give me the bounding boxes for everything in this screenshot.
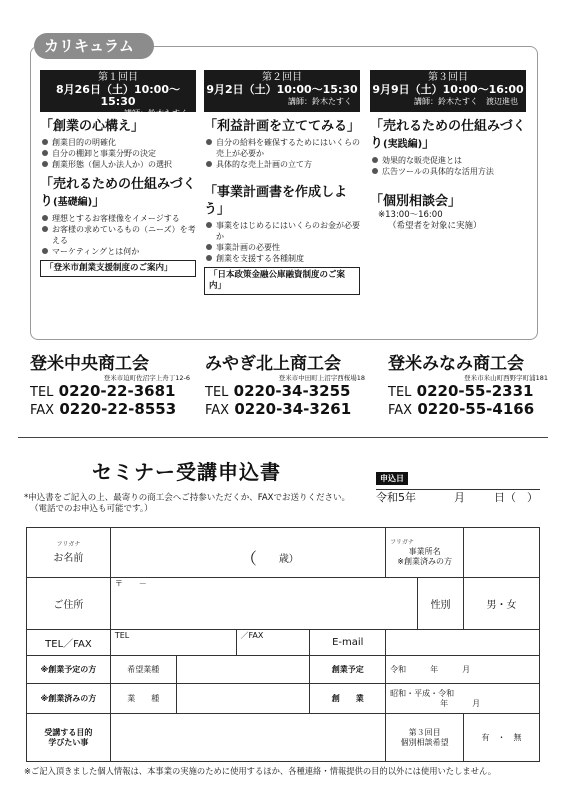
chamber-tel: TEL 0220-55-2331 <box>388 382 534 400</box>
chapter-title: 「利益計画を立ててみる」 <box>204 119 361 134</box>
session-datetime: 9月9日（土）10:00～16:00 <box>372 83 524 96</box>
list-item: 広告ツールの具体的な活用方法 <box>370 166 526 177</box>
chamber-1 <box>30 354 210 419</box>
form-row-contact <box>27 630 540 656</box>
chamber-fax: FAX 0220-34-3261 <box>205 400 352 418</box>
office-label-cell: フリガナ 事業所名 ※創業済みの方 <box>386 528 464 578</box>
list-item: 理想とするお客様像をイメージする <box>40 213 196 224</box>
chamber-address: 登米市中田町上沼字西桜場18 <box>278 374 365 382</box>
form-title: セミナー受講申込書 <box>92 460 281 484</box>
application-form <box>26 527 540 762</box>
loan-note: 「日本政策金融公庫融資制度のご案内」 <box>204 267 360 295</box>
name-label-cell: フリガナ お名前 <box>27 528 111 578</box>
session-3-column <box>370 70 526 232</box>
session-2-column <box>204 70 360 295</box>
privacy-notice: ※ご記入頂きました個人情報は、本事業の実施のために使用するほか、各種連絡・情報提供の目的以外には使用いたしません。 <box>24 766 497 776</box>
curriculum-title: カリキュラム <box>34 33 154 59</box>
industry-label: 業 種 <box>110 684 176 714</box>
founded-input[interactable]: 昭和・平成・令和 年 月 <box>386 684 540 714</box>
chapter-title: 「創業の心構え」 <box>40 119 145 134</box>
consult-select[interactable]: 有 ・ 無 <box>464 714 540 762</box>
fax-input[interactable]: ／FAX <box>236 630 310 656</box>
session-label: 第１回目 <box>98 72 138 83</box>
application-date-tag: 申込日 <box>376 472 408 485</box>
chapter-title: 「事業計画書を作成しよう」 <box>204 185 348 217</box>
session-2-header <box>204 70 360 112</box>
session-label: 第２回目 <box>262 72 302 83</box>
pre-founding-label: ※創業予定の方 <box>27 656 111 684</box>
chapter-items <box>40 137 196 170</box>
list-item: 創業目的の明確化 <box>40 137 196 148</box>
form-row-post-founding <box>27 684 540 714</box>
telfax-label: TEL／FAX <box>27 630 111 656</box>
list-item: 具体的な売上計画の立て方 <box>204 159 360 170</box>
list-item: 事業計画の必要性 <box>204 242 360 253</box>
chapter-title: 「個別相談会」 <box>370 194 462 209</box>
session-1-column <box>40 70 196 277</box>
list-item: 自分の給料を確保するためにはいくらの売上が必要か <box>204 137 360 159</box>
purpose-input[interactable] <box>110 714 385 762</box>
session-1-header <box>40 70 196 118</box>
chapter-items <box>40 213 196 257</box>
list-item: 事業をはじめるにはいくらのお金が必要か <box>204 220 360 242</box>
section-divider <box>18 437 548 438</box>
form-row-address <box>27 578 540 630</box>
form-row-pre-founding <box>27 656 540 684</box>
industry-input[interactable] <box>176 684 310 714</box>
plan-input[interactable]: 令和 年 月 <box>386 656 540 684</box>
email-label: E-mail <box>310 630 386 656</box>
plan-label: 創業予定 <box>310 656 386 684</box>
application-date-field[interactable]: 令和5年 月 日（ ） <box>376 491 538 504</box>
chamber-tel: TEL 0220-22-3681 <box>30 382 176 400</box>
chamber-name: 登米中央商工会 <box>30 354 149 374</box>
consult-label: 第３回目 個別相談希望 <box>386 714 464 762</box>
address-label: ご住所 <box>27 578 111 630</box>
gender-label: 性別 <box>418 578 464 630</box>
chapter-items <box>370 155 526 177</box>
chamber-address: 登米市迫町佐沼字上舟丁12-6 <box>103 374 190 382</box>
founded-label: 創 業 <box>310 684 386 714</box>
gender-select[interactable]: 男・女 <box>464 578 540 630</box>
list-item: 創業を支援する各種制度 <box>204 253 360 264</box>
email-input[interactable] <box>386 630 540 656</box>
session-datetime: 9月2日（土）10:00～15:30 <box>206 83 358 96</box>
list-item: 創業形態（個人か法人か）の選択 <box>40 159 196 170</box>
form-row-name <box>27 528 540 578</box>
session-datetime: 8月26日（土）10:00～15:30 <box>56 83 180 108</box>
name-input[interactable]: （ 歳） <box>110 528 385 578</box>
chamber-2 <box>205 354 385 419</box>
session-3-header <box>370 70 526 112</box>
business-type-input[interactable] <box>176 656 310 684</box>
chapter-items <box>204 220 360 264</box>
list-item: 自分の棚卸と事業分野の決定 <box>40 148 196 159</box>
chamber-fax: FAX 0220-55-4166 <box>388 400 535 418</box>
chamber-name: みやぎ北上商工会 <box>205 354 341 374</box>
session-lecturer: 講師：鈴木たすく <box>124 109 188 118</box>
chapter-title: 「売れるための仕組みづくり(基礎編)」 <box>40 177 196 209</box>
purpose-label: 受講する目的 学びたい事 <box>27 714 111 762</box>
consult-time: ※13:00～16:00 <box>378 210 443 220</box>
chamber-address: 登米市米山町西野字町浦181 <box>464 374 548 382</box>
post-founding-label: ※創業済みの方 <box>27 684 111 714</box>
chamber-fax: FAX 0220-22-8553 <box>30 400 177 418</box>
session-lecturer: 講師：鈴木たすく 渡辺進也 <box>414 97 518 106</box>
chamber-3 <box>388 354 566 419</box>
support-note: 「登米市創業支援制度のご案内」 <box>40 260 196 277</box>
list-item: お客様の求めているもの（ニーズ）を考える <box>40 224 196 246</box>
form-row-purpose <box>27 714 540 762</box>
chapter-items <box>204 137 360 170</box>
list-item: 効果的な販売促進とは <box>370 155 526 166</box>
session-lecturer: 講師：鈴木たすく <box>288 97 352 106</box>
tel-input[interactable]: TEL <box>110 630 236 656</box>
form-instructions: *申込書をご記入の上、最寄りの商工会へご持参いただくか、FAXでお送りください。 （電話でのお申込も可能です。） <box>24 493 351 514</box>
session-label: 第３回目 <box>428 72 468 83</box>
chamber-name: 登米みなみ商工会 <box>388 354 524 374</box>
list-item: マーケティングとは何か <box>40 246 196 257</box>
address-input[interactable]: 〒 － <box>110 578 417 630</box>
consult-note: （希望者を対象に実施） <box>388 221 482 231</box>
office-input[interactable] <box>464 528 540 578</box>
business-type-label: 希望業種 <box>110 656 176 684</box>
chapter-title: 「売れるための仕組みづくり(実践編)」 <box>370 119 526 151</box>
chamber-tel: TEL 0220-34-3255 <box>205 382 351 400</box>
